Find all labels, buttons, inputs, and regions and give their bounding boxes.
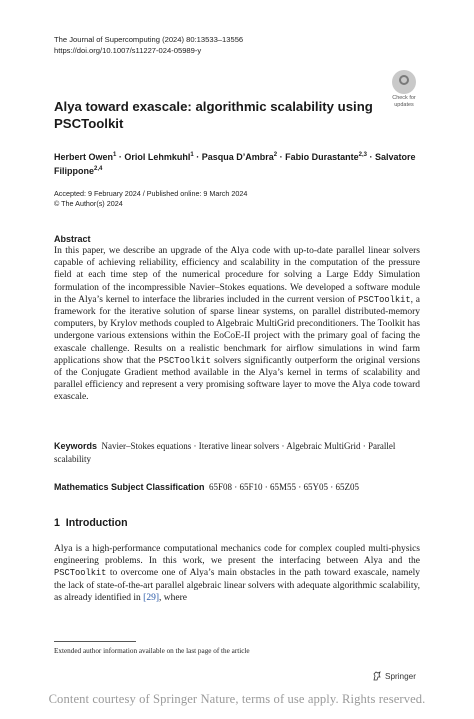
publisher-name: Springer <box>385 671 416 681</box>
author-separator: · <box>366 152 375 162</box>
copyright-notice: Content courtesy of Springer Nature, terms of use apply. Rights reserved. <box>48 692 426 706</box>
check-badge-line1: Check for <box>392 95 416 101</box>
citation-link[interactable]: [29] <box>143 592 159 603</box>
intro-text-1: Alya is a high-performance computational mechanics code for complex coupled multi-physics engineering problems. In this work, we present the interfacing between Alya and the <box>54 544 420 567</box>
keywords-text: Navier–Stokes equations · Iterative linear solvers · Algebraic MultiGrid · Parallel scalability <box>54 441 396 464</box>
msc-label: Mathematics Subject Classification <box>54 482 205 492</box>
abstract-code-2: PSCToolkit <box>158 355 211 366</box>
journal-citation: The Journal of Supercomputing (2024) 80:13533–13556 <box>54 35 244 44</box>
abstract-text-3: solvers significantly outperform the original versions of the Conjugate Gradient method available in the Alya’s kernel in terms of scalability and parallel efficiency and represent a very promising software layer to move the Alya code toward exascale. <box>54 355 420 403</box>
keywords-label: Keywords <box>54 441 98 451</box>
footnote-rule <box>54 641 136 642</box>
author-name[interactable]: Herbert Owen <box>54 152 114 162</box>
section-heading-introduction: 1 Introduction <box>54 517 128 529</box>
intro-code: PSCToolkit <box>54 568 107 579</box>
publisher-logo <box>372 671 416 681</box>
author-separator: · <box>116 152 125 162</box>
doi-link[interactable]: https://doi.org/10.1007/s11227-024-05989-y <box>54 46 202 55</box>
msc-classification <box>54 481 420 493</box>
author-separator: · <box>193 152 202 162</box>
publication-dates <box>54 189 247 209</box>
journal-header <box>54 34 243 56</box>
author-affiliation: 1 <box>190 152 194 158</box>
abstract-text-1: In this paper, we describe an upgrade of the Alya code with up-to-date parallel linear solvers capable of achieving reliability, efficiency and scalability in the computation of the pressure field at each time step of the numerical procedure for solving a Large Eddy Simulation formulation of the incompressible Navier–Stokes equations. We developed a software module in the Alya’s kernel to interface the libraries included in the current version of <box>54 246 420 305</box>
author-affiliation: 2 <box>273 152 278 158</box>
paper-title: Alya toward exascale: algorithmic scalability using PSCToolkit <box>54 99 373 131</box>
keywords <box>54 440 420 465</box>
author-name[interactable]: Oriol Lehmkuhl <box>124 152 191 162</box>
abstract-code-1: PSCToolkit <box>358 294 411 305</box>
intro-text-2: to overcome one of Alya’s main obstacles in the path toward exascale, namely the lack of state-of-the-art parallel algebraic linear solvers with adequate algorithmic scalability, as already identified in <box>54 568 420 603</box>
abstract-text-2: , a framework for the iterative solution of sparse linear systems, on parallel distributed-memory computers, by Krylov methods coupled to Algebraic MultiGrid preconditioners. The Toolkit has undergone various extensions within the EoCoE-II project with the primary goal of facing the exascale challenge. Results on a realistic benchmark for airflow simulations in wind farm applications show that the <box>54 294 420 366</box>
author-affiliation: 2,4 <box>94 166 103 172</box>
abstract-heading: Abstract <box>54 234 91 244</box>
msc-codes: 65F08 · 65F10 · 65M55 · 65Y05 · 65Z05 <box>209 482 360 492</box>
intro-text-3: , where <box>159 592 187 603</box>
dates-line: Accepted: 9 February 2024 / Published online: 9 March 2024 <box>54 189 248 198</box>
springer-horse-icon <box>372 671 382 681</box>
author-name[interactable]: Fabio Durastante <box>285 152 359 162</box>
author-separator: · <box>277 152 286 162</box>
crossmark-icon <box>392 70 416 94</box>
author-name[interactable]: Salvatore Filippone <box>54 152 416 176</box>
introduction-body <box>54 543 420 604</box>
check-for-updates-badge[interactable] <box>386 70 422 106</box>
author-name[interactable]: Pasqua D’Ambra <box>201 152 274 162</box>
abstract-body <box>54 245 420 404</box>
copyright-line: © The Author(s) 2024 <box>54 199 123 208</box>
author-affiliation: 1 <box>113 152 117 158</box>
author-affiliation: 2,3 <box>358 152 367 158</box>
author-list <box>54 149 424 177</box>
check-badge-line2: updates <box>394 102 414 108</box>
footnote: Extended author information available on the last page of the article <box>54 647 250 655</box>
